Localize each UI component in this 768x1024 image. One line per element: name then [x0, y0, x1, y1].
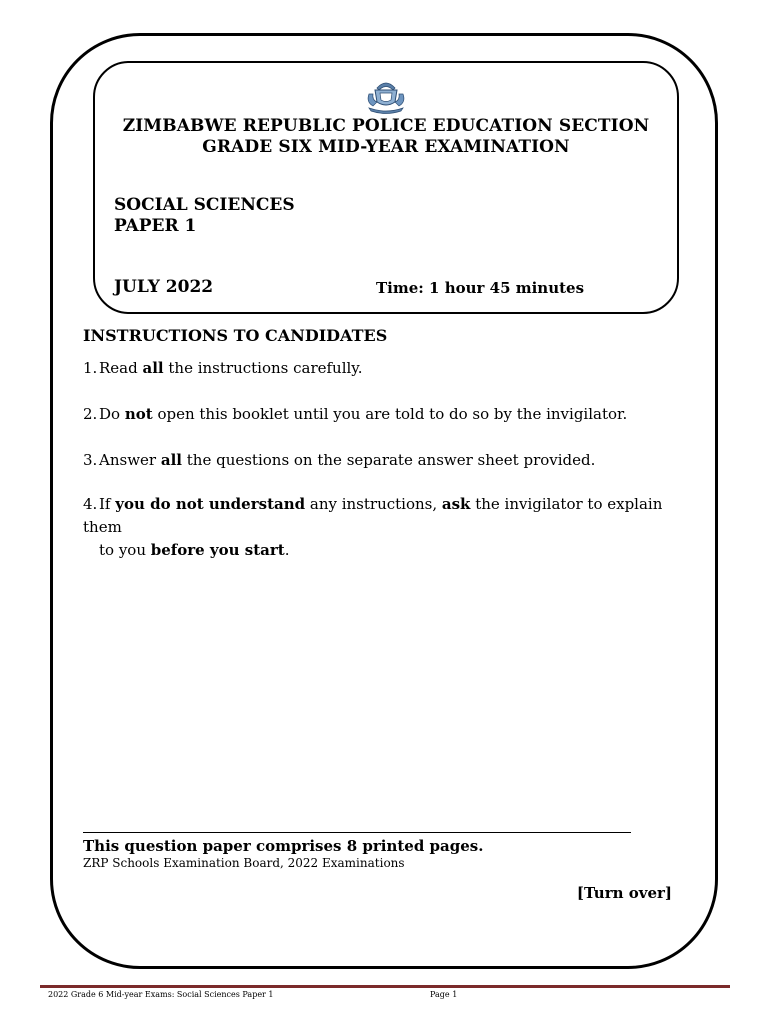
footer-page-number: Page 1: [430, 990, 458, 999]
header-organisation: ZIMBABWE REPUBLIC POLICE EDUCATION SECTION: [122, 116, 650, 136]
page-count-note: This question paper comprises 8 printed pages.: [83, 837, 484, 855]
instruction-item: [83, 357, 693, 380]
turn-over-label: [Turn over]: [576, 884, 672, 902]
instruction-text: the instructions carefully.: [163, 359, 363, 377]
footer-divider: [40, 985, 730, 988]
instruction-emphasis: you do not understand: [115, 495, 306, 513]
instruction-number: 2.: [83, 405, 98, 423]
instruction-item: [83, 403, 693, 426]
exam-date: JULY 2022: [114, 277, 214, 297]
instruction-emphasis: before you start: [150, 541, 285, 559]
instruction-item: [83, 449, 693, 472]
footer-document-title: 2022 Grade 6 Mid-year Exams: Social Sciences Paper 1: [48, 990, 274, 999]
instruction-text: any instructions,: [305, 495, 442, 513]
instruction-text: Do: [99, 405, 125, 423]
instruction-text: to you: [99, 541, 151, 559]
paper-number: PAPER 1: [114, 216, 197, 236]
instruction-text: Answer: [99, 451, 161, 469]
instruction-emphasis: ask: [441, 495, 471, 513]
instruction-text: .: [284, 541, 290, 559]
instruction-number: 3.: [83, 451, 98, 469]
instruction-emphasis: all: [160, 451, 182, 469]
instruction-text: the questions on the separate answer sheet provided.: [181, 451, 596, 469]
exam-duration: Time: 1 hour 45 minutes: [376, 279, 585, 297]
instructions-title: INSTRUCTIONS TO CANDIDATES: [83, 326, 388, 345]
subject-title: SOCIAL SCIENCES: [114, 195, 295, 215]
instruction-continuation: [83, 539, 693, 562]
instruction-emphasis: not: [124, 405, 153, 423]
instruction-text: Read: [99, 359, 143, 377]
instruction-emphasis: all: [142, 359, 164, 377]
exam-board-note: ZRP Schools Examination Board, 2022 Examinations: [83, 856, 405, 870]
instruction-text: the invigilator to explain them: [83, 495, 663, 536]
instruction-text: If: [99, 495, 116, 513]
instruction-item: [83, 493, 693, 562]
instruction-number: 4.: [83, 495, 98, 513]
header-exam-name: GRADE SIX MID-YEAR EXAMINATION: [202, 137, 570, 157]
divider-line: [83, 832, 631, 833]
instruction-number: 1.: [83, 359, 98, 377]
instruction-text: open this booklet until you are told to do so by the invigilator.: [152, 405, 628, 423]
police-crest-icon: [363, 76, 409, 114]
